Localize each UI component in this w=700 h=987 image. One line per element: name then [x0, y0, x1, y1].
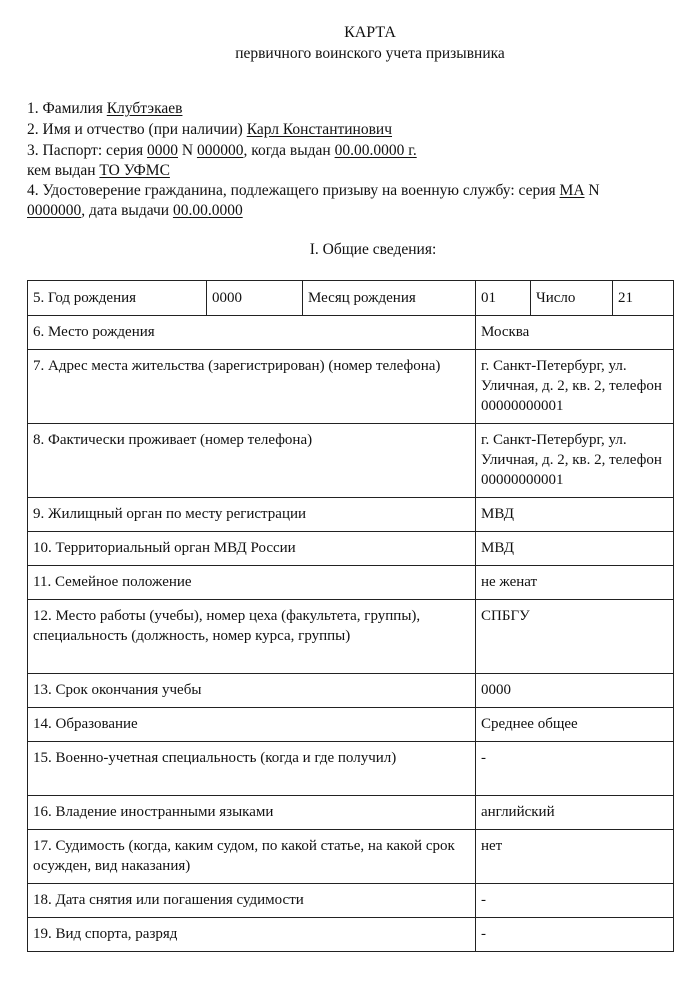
- passport-label: 3. Паспорт: серия: [27, 142, 147, 159]
- passport-series: 0000: [147, 142, 178, 159]
- row-value: -: [476, 742, 674, 796]
- table-row: [28, 674, 674, 708]
- row-value: Среднее общее: [476, 708, 674, 742]
- table-row: [28, 742, 674, 796]
- certificate-line-2: [27, 201, 243, 221]
- general-info-table: [27, 280, 674, 952]
- passport-number: 000000: [196, 142, 244, 159]
- table-row-birth-date: [28, 281, 674, 316]
- row-value: СПБГУ: [476, 600, 674, 674]
- table-row: [28, 600, 674, 674]
- row-label: 15. Военно-учетная специальность (когда и где получил): [28, 742, 476, 796]
- row-value: Москва: [476, 316, 674, 350]
- name-line: [27, 120, 392, 140]
- row-label: 10. Территориальный орган МВД России: [28, 532, 476, 566]
- row-label: 18. Дата снятия или погашения судимости: [28, 884, 476, 918]
- certificate-series: МА: [559, 182, 585, 199]
- certificate-number: 0000000: [27, 202, 82, 219]
- row-label: 11. Семейное положение: [28, 566, 476, 600]
- row-label: 7. Адрес места жительства (зарегистрирован) (номер телефона): [28, 350, 476, 424]
- birth-month-label: Месяц рождения: [303, 281, 476, 316]
- table-row: [28, 498, 674, 532]
- table-row: [28, 532, 674, 566]
- row-value: английский: [476, 796, 674, 830]
- birth-day-label: Число: [531, 281, 613, 316]
- passport-date-label: , когда выдан: [243, 142, 335, 159]
- document-title: КАРТА: [344, 24, 396, 41]
- row-value: не женат: [476, 566, 674, 600]
- issued-by-line: [27, 161, 170, 181]
- issued-by-label: кем выдан: [27, 162, 100, 179]
- surname-value: Клубтэкаев: [106, 100, 183, 117]
- surname-line: [27, 99, 182, 119]
- table-row: [28, 316, 674, 350]
- row-value: нет: [476, 830, 674, 884]
- birth-month-value: 01: [476, 281, 531, 316]
- row-value: МВД: [476, 498, 674, 532]
- passport-n-label: N: [178, 142, 197, 159]
- table-row: [28, 918, 674, 952]
- row-label: 9. Жилищный орган по месту регистрации: [28, 498, 476, 532]
- row-value: -: [476, 918, 674, 952]
- certificate-label: 4. Удостоверение гражданина, подлежащего призыву на военную службу: серия: [27, 182, 560, 199]
- birth-year-label: 5. Год рождения: [28, 281, 207, 316]
- name-value: Карл Константинович: [246, 121, 393, 138]
- document-subtitle: первичного воинского учета призывника: [235, 45, 505, 62]
- issued-by-value: ТО УФМС: [99, 162, 170, 179]
- section-title: I. Общие сведения:: [309, 241, 437, 258]
- birth-year-value: 0000: [207, 281, 303, 316]
- table-row: [28, 884, 674, 918]
- table-row: [28, 566, 674, 600]
- table-row: [28, 830, 674, 884]
- certificate-date-label: , дата выдачи: [81, 202, 173, 219]
- row-value: МВД: [476, 532, 674, 566]
- table-row: [28, 708, 674, 742]
- row-label: 14. Образование: [28, 708, 476, 742]
- table-row: [28, 350, 674, 424]
- surname-label: 1. Фамилия: [27, 100, 107, 117]
- certificate-line: [27, 181, 600, 201]
- row-value: г. Санкт-Петербург, ул. Уличная, д. 2, кв. 2, телефон 00000000001: [476, 350, 674, 424]
- row-label: 16. Владение иностранными языками: [28, 796, 476, 830]
- birth-day-value: 21: [613, 281, 674, 316]
- row-label: 13. Срок окончания учебы: [28, 674, 476, 708]
- row-label: 17. Судимость (когда, каким судом, по какой статье, на какой срок осужден, вид наказания): [28, 830, 476, 884]
- passport-date: 00.00.0000 г.: [334, 142, 417, 159]
- row-label: 19. Вид спорта, разряд: [28, 918, 476, 952]
- table-row: [28, 796, 674, 830]
- row-value: 0000: [476, 674, 674, 708]
- row-value: г. Санкт-Петербург, ул. Уличная, д. 2, кв. 2, телефон 00000000001: [476, 424, 674, 498]
- table-row: [28, 424, 674, 498]
- row-label: 8. Фактически проживает (номер телефона): [28, 424, 476, 498]
- row-label: 6. Место рождения: [28, 316, 476, 350]
- certificate-date: 00.00.0000: [172, 202, 243, 219]
- passport-line: [27, 141, 417, 161]
- certificate-n-label: N: [584, 182, 600, 199]
- row-value: -: [476, 884, 674, 918]
- name-label: 2. Имя и отчество (при наличии): [27, 121, 247, 138]
- row-label: 12. Место работы (учебы), номер цеха (факультета, группы), специальность (должность, номер курса, группы): [28, 600, 476, 674]
